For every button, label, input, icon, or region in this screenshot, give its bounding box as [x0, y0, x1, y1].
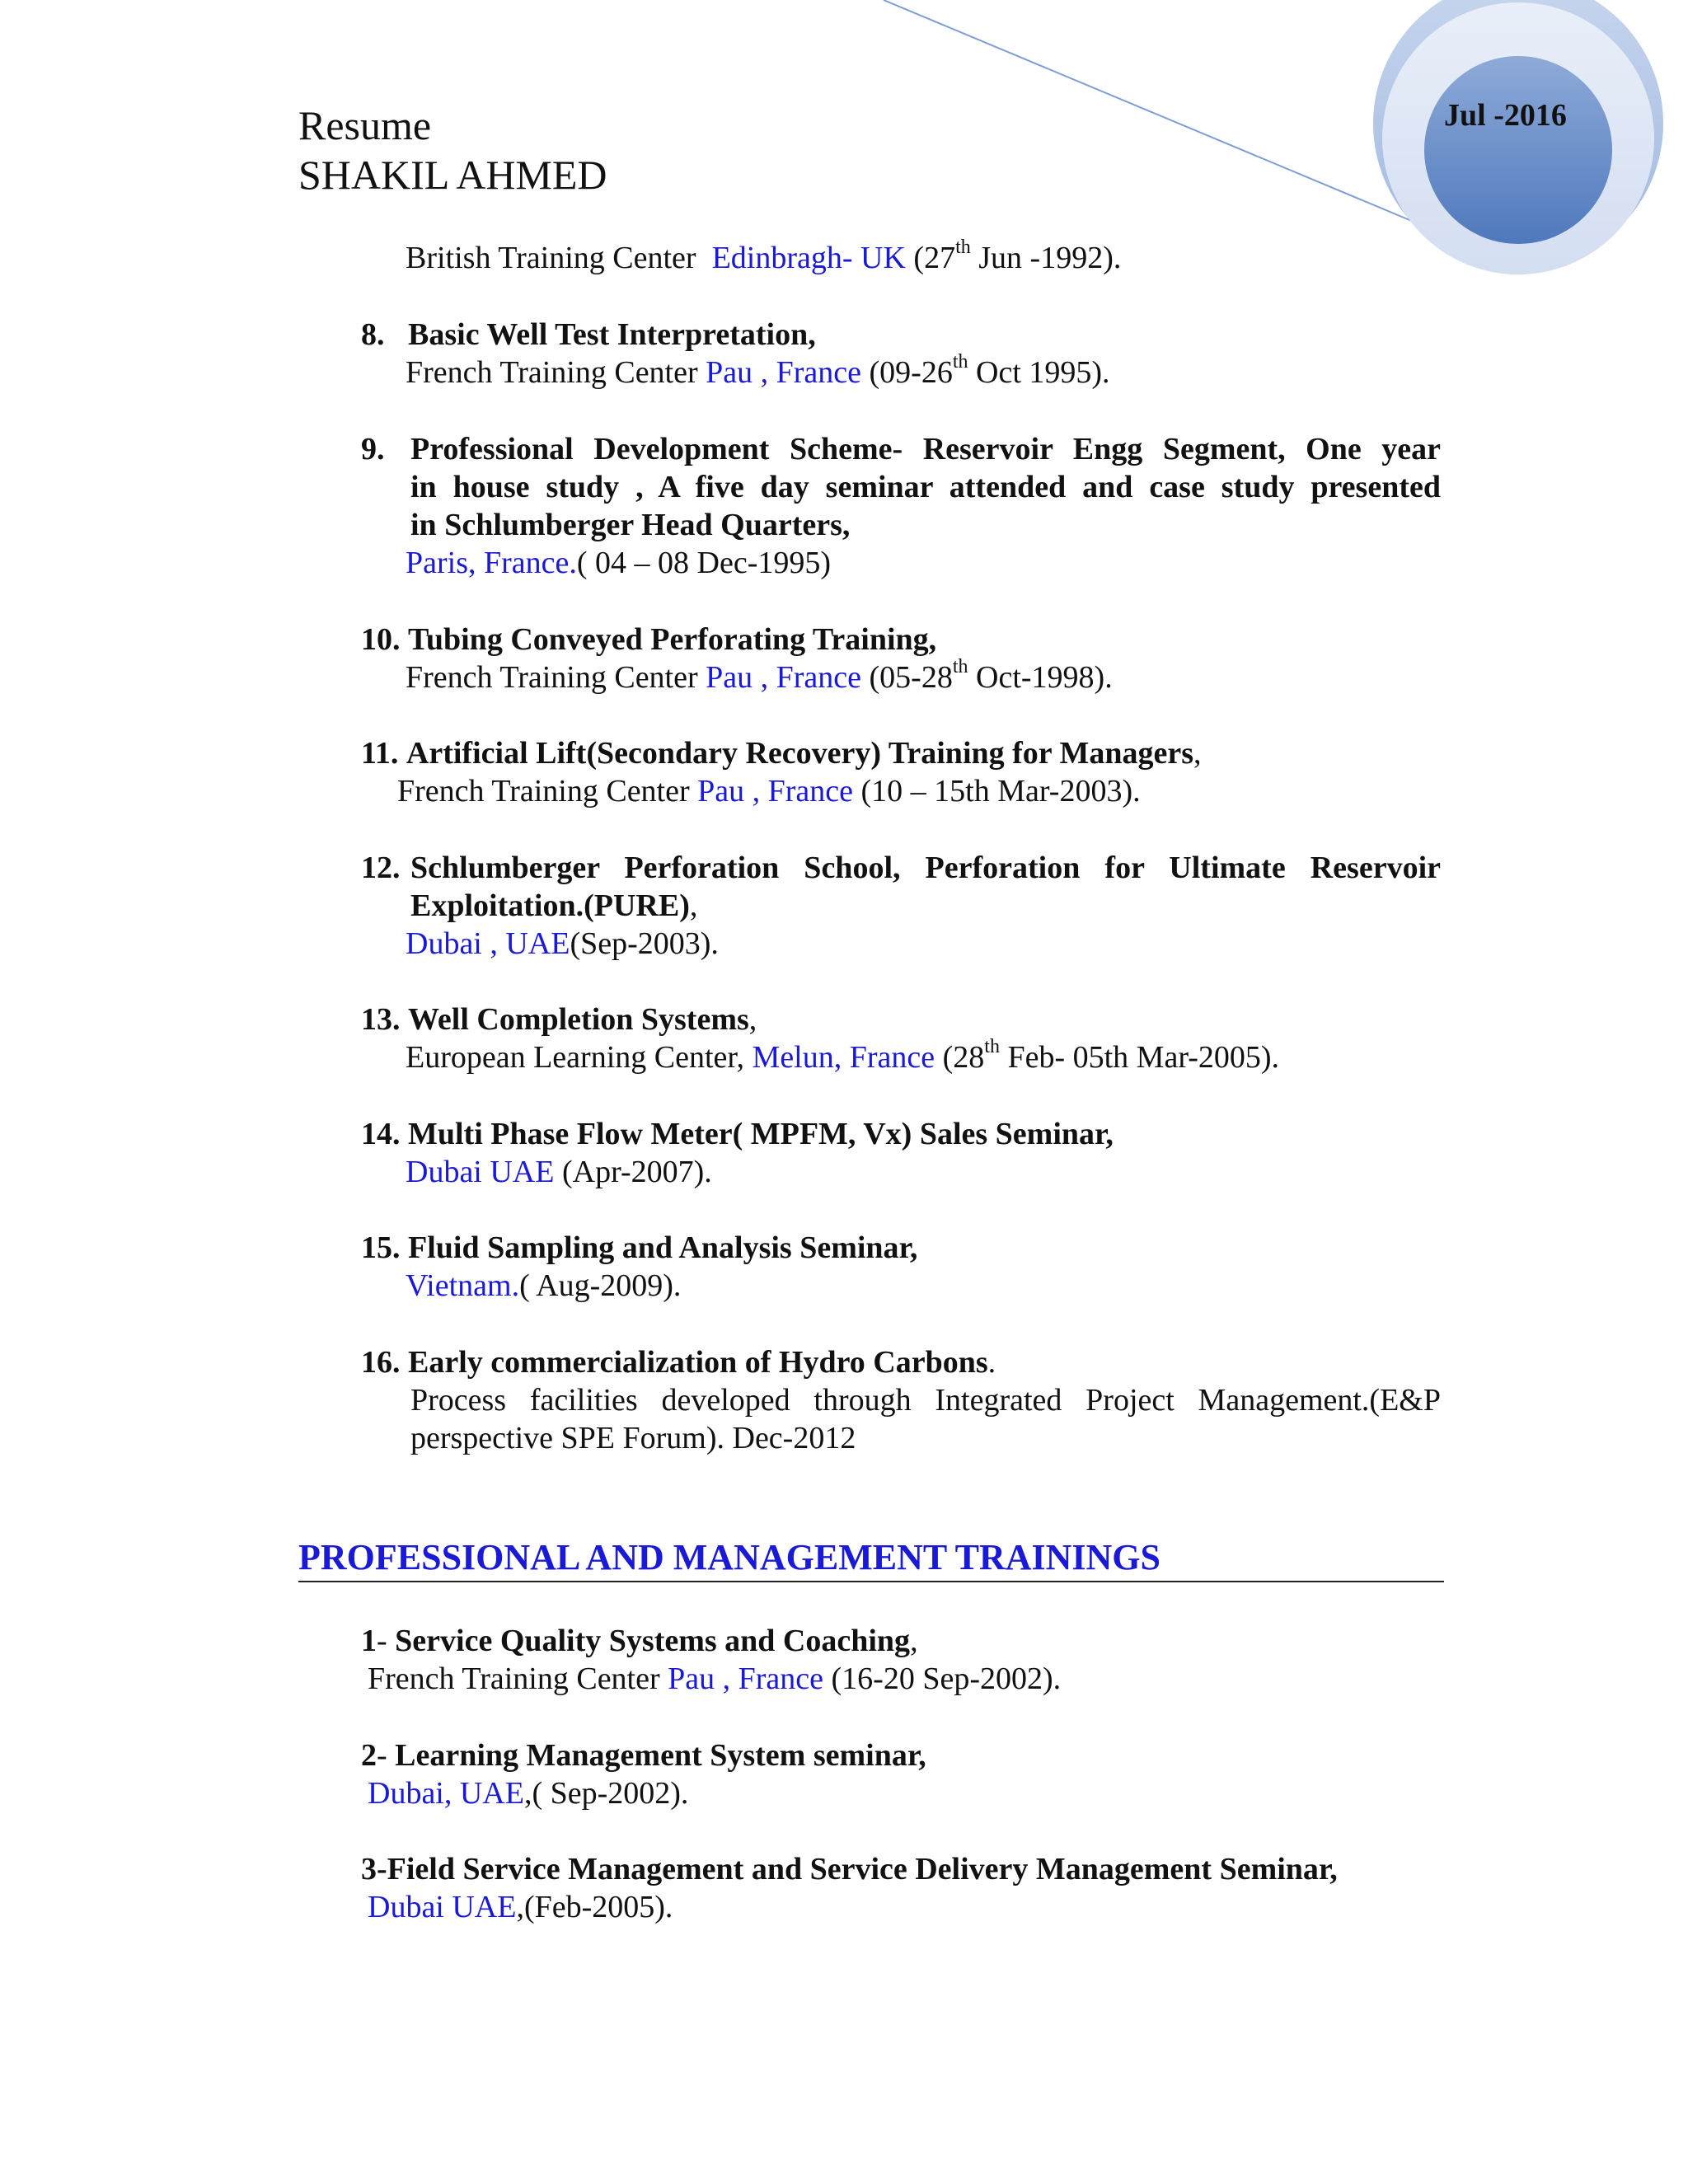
document-date: Jul -2016	[1444, 98, 1567, 133]
course-detail: Dubai , UAE(Sep-2003).	[406, 926, 719, 961]
training-detail: Dubai, UAE,( Sep-2002).	[368, 1776, 689, 1811]
course-title: Schlumberger Perforation School, Perforation for Ultimate Reservoir	[410, 851, 1441, 885]
course-number: 9.	[361, 432, 385, 466]
course-detail: French Training Center Pau , France (05-28th Oct-1998).	[406, 656, 1113, 695]
section-heading: PROFESSIONAL AND MANAGEMENT TRAININGS	[298, 1537, 1160, 1577]
candidate-name: SHAKIL AHMED	[298, 152, 607, 198]
course-title: 10. Tubing Conveyed Perforating Training,	[361, 622, 937, 657]
course-title: Professional Development Scheme- Reservoir Engg Segment, One year	[410, 432, 1441, 466]
course-title: 13. Well Completion Systems,	[361, 1002, 757, 1037]
course-detail: European Learning Center, Melun, France (28th Feb- 05th Mar-2005).	[406, 1036, 1280, 1075]
course-title: Exploitation.(PURE),	[410, 888, 698, 923]
course-description: Process facilities developed through Integrated Project Management.(E&P	[410, 1383, 1441, 1418]
course-detail: French Training Center Pau , France (10 – 15th Mar-2003).	[397, 774, 1141, 808]
training-title: 2- Learning Management System seminar,	[361, 1738, 926, 1773]
training-detail: French Training Center Pau , France (16-20 Sep-2002).	[368, 1661, 1062, 1696]
location-link: Edinbragh- UK	[711, 241, 906, 275]
course-detail: Dubai UAE (Apr-2007).	[406, 1155, 712, 1189]
course-title: 11. Artificial Lift(Secondary Recovery) Training for Managers,	[361, 736, 1202, 771]
training-detail: Dubai UAE,(Feb-2005).	[368, 1890, 673, 1924]
course-detail: French Training Center Pau , France (09-26th Oct 1995).	[406, 351, 1110, 390]
resume-label: Resume	[298, 102, 432, 148]
course-title: in Schlumberger Head Quarters,	[410, 508, 851, 542]
course-detail: Paris, France.( 04 – 08 Dec-1995)	[406, 546, 832, 580]
course-title: 16. Early commercialization of Hydro Carbons.	[361, 1345, 996, 1380]
header-decoration	[0, 0, 1688, 346]
course-description: perspective SPE Forum). Dec-2012	[410, 1421, 856, 1455]
course-title: 15. Fluid Sampling and Analysis Seminar,	[361, 1230, 918, 1265]
section-divider	[298, 1581, 1444, 1582]
course-title: 14. Multi Phase Flow Meter( MPFM, Vx) Sales Seminar,	[361, 1117, 1114, 1151]
course-number: 12.	[361, 851, 401, 885]
continued-entry: British Training Center Edinbragh- UK (27th Jun -1992).	[406, 237, 1122, 275]
training-title: 1- Service Quality Systems and Coaching,	[361, 1624, 918, 1658]
course-title: 8. Basic Well Test Interpretation,	[361, 317, 816, 352]
course-title: in house study , A five day seminar attended and case study presented	[410, 470, 1441, 504]
course-detail: Vietnam.( Aug-2009).	[406, 1268, 682, 1303]
training-title: 3-Field Service Management and Service Delivery Management Seminar,	[361, 1852, 1338, 1886]
